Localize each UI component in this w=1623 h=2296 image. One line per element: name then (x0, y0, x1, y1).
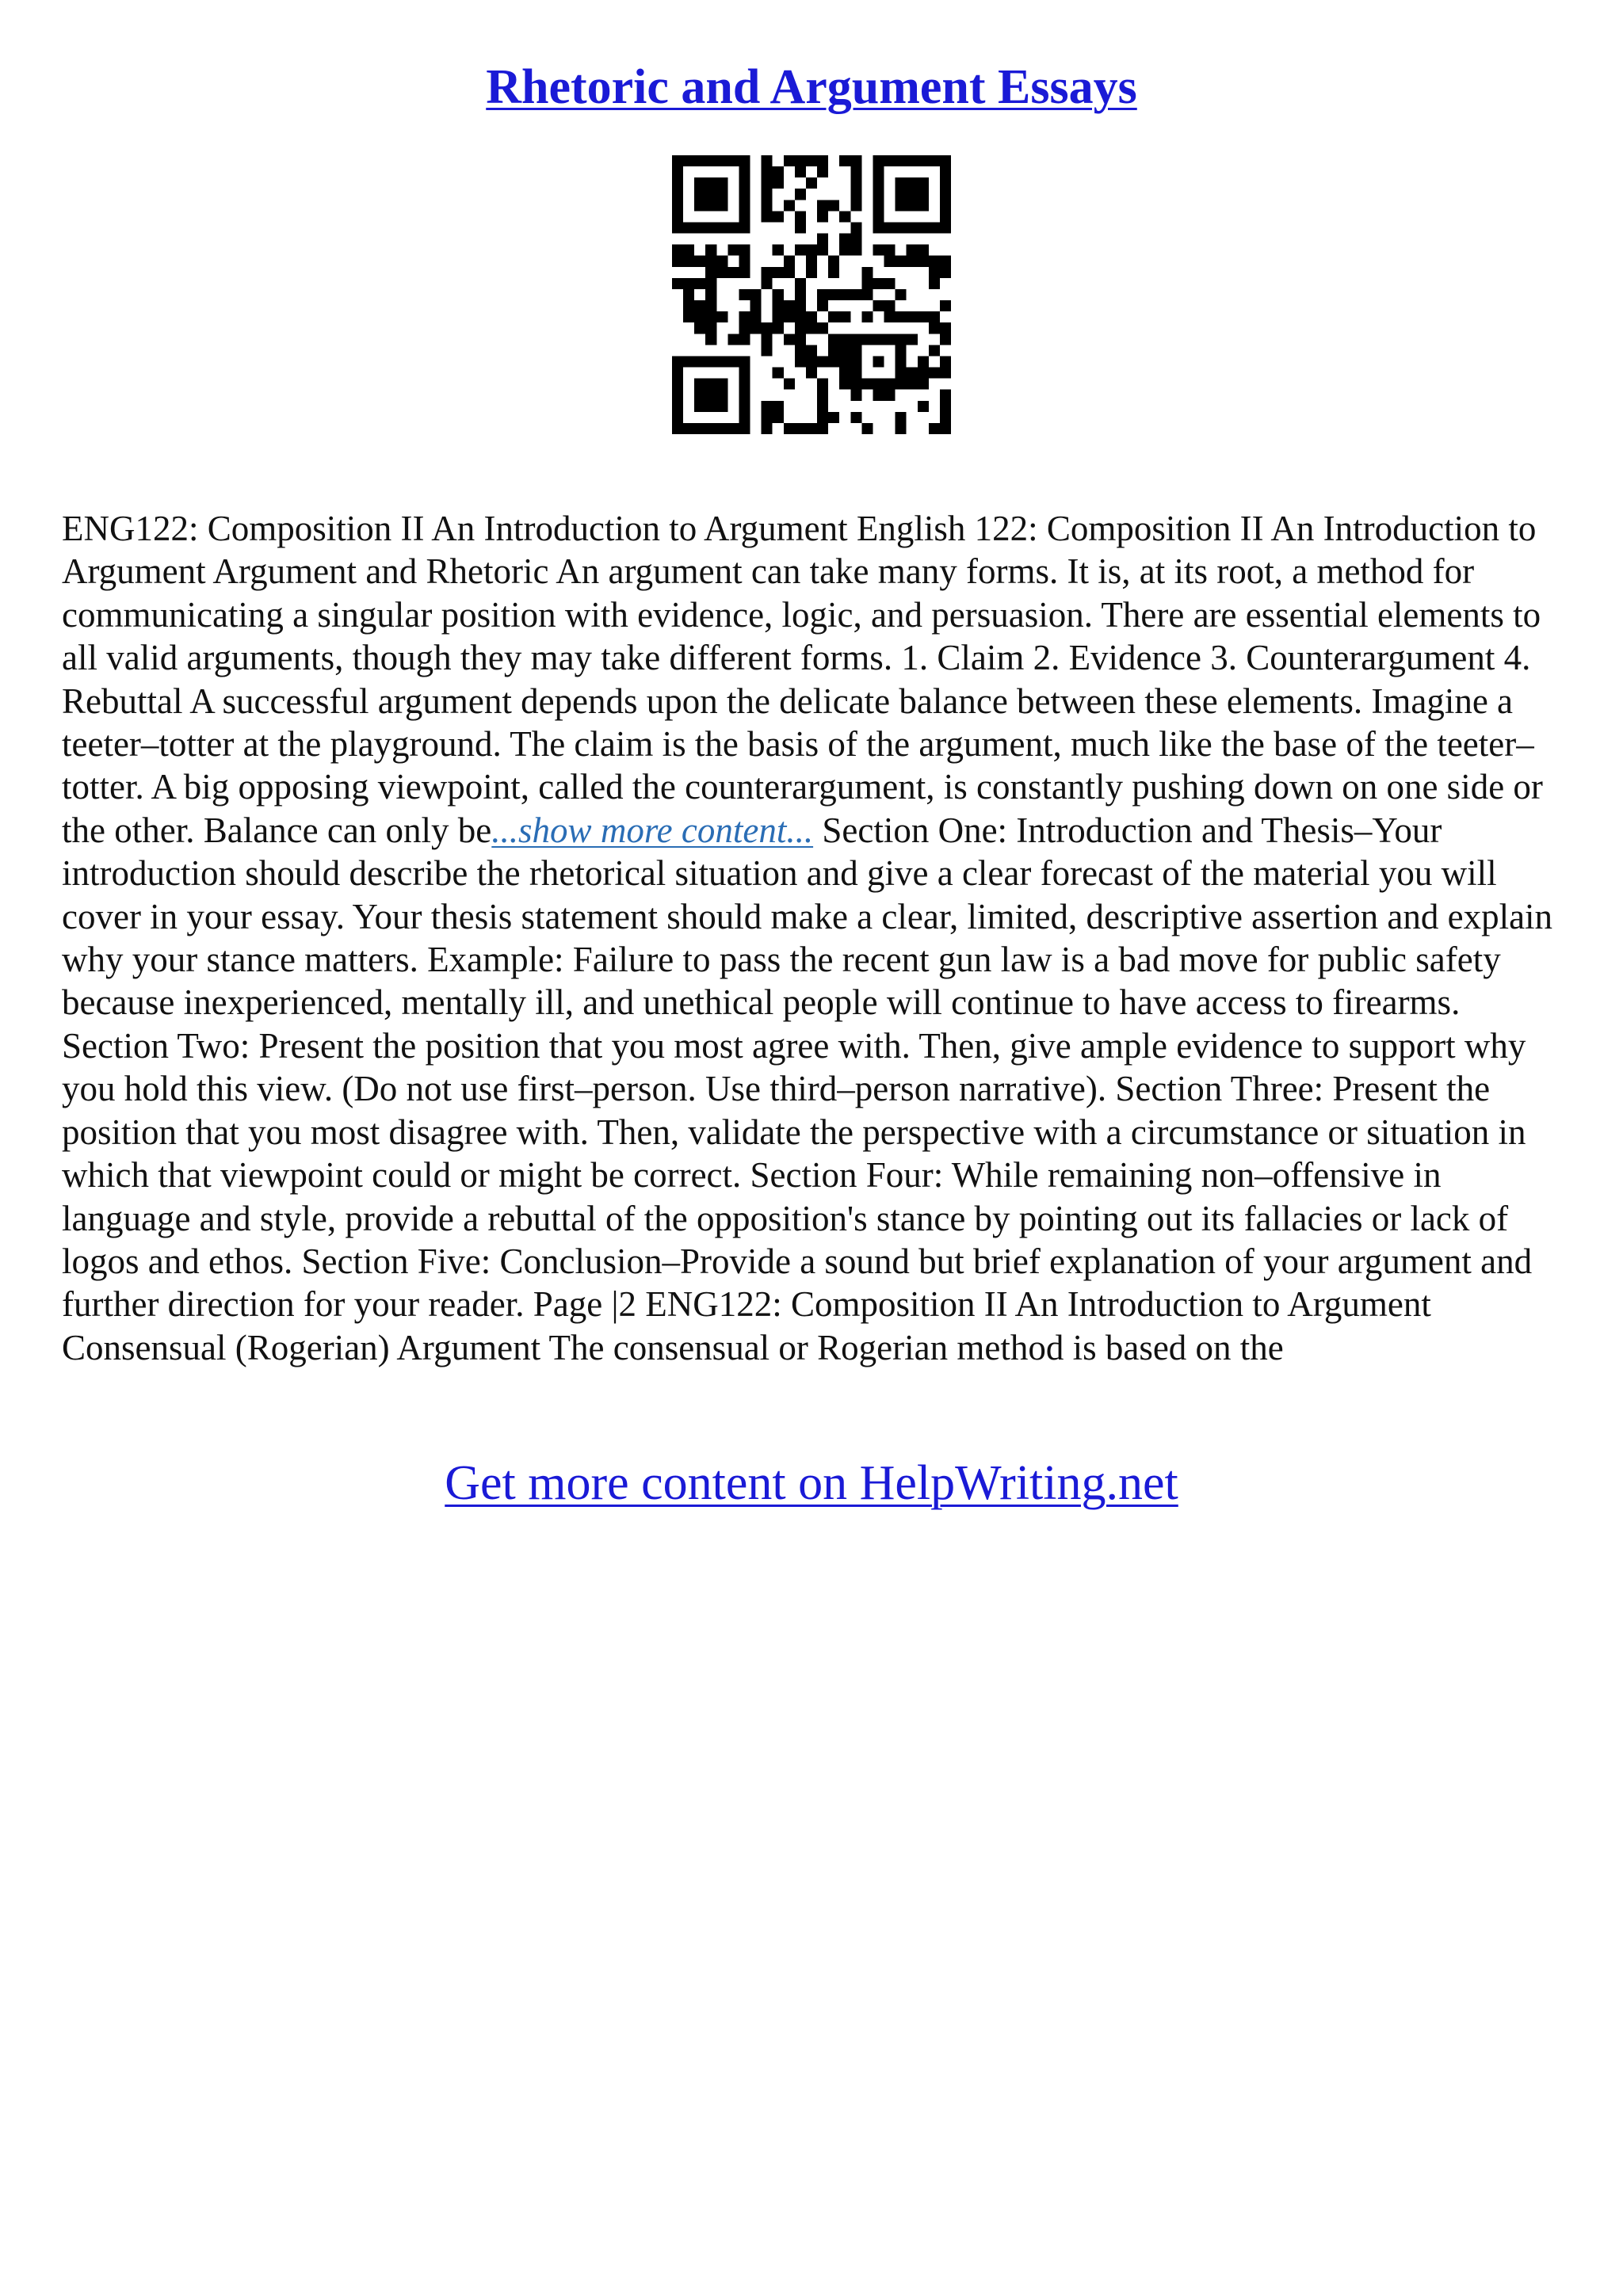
body-text-part-2: Section One: Introduction and Thesis–Your introduction should describe the rhetorical situation and give a clear forecast of the material you will cover in your essay. Your thesis statement should make a clear, limited, descriptive assertion and explain why your stance matters. Example: Failure to pass the recent gun law is a bad move for public safety because inexperienced, mentally ill, and unethical people will continue to have access to firearms. Section Two: Present the position that you most agree with. Then, give ample evidence to support why you hold this view. (Do not use first–person. Use third–person narrative). Section Three: Present the position that you most disagree with. Then, validate the perspective with a circumstance or situation in which that viewpoint could or might be correct. Section Four: While remaining non–offensive in language and style, provide a rebuttal of the opposition's stance by pointing out its fallacies or lack of logos and ethos. Section Five: Conclusion–Provide a sound but brief explanation of your argument and further direction for your reader. Page |2 ENG122: Composition II An Introduction to Argument Consensual (Rogerian) Argument The consensual or Rogerian method is based on the (62, 810, 1553, 1367)
qr-code-graphic (672, 155, 951, 434)
document-title (0, 55, 1623, 119)
show-more-link[interactable]: ...show more content... (491, 810, 814, 850)
title-link[interactable]: Rhetoric and Argument Essays (486, 60, 1137, 114)
qr-code-icon (672, 155, 951, 434)
get-more-content-link[interactable]: Get more content on HelpWriting.net (445, 1456, 1178, 1510)
body-text-part-1: ENG122: Composition II An Introduction to Argument English 122: Composition II An Introduction to Argument Argument and Rhetoric An argument can take many forms. It is, at its root, a method for communicating a singular position with evidence, logic, and persuasion. There are essential elements to all valid arguments, though they may take different forms. 1. Claim 2. Evidence 3. Counterargument 4. Rebuttal A successful argument depends upon the delicate balance between these elements. Imagine a teeter–totter at the playground. The claim is the basis of the argument, much like the base of the teeter–totter. A big opposing viewpoint, called the counterargument, is constantly pushing down on one side or the other. Balance can only be (62, 509, 1543, 850)
document-body (62, 507, 1568, 1369)
footer (0, 1451, 1623, 1515)
